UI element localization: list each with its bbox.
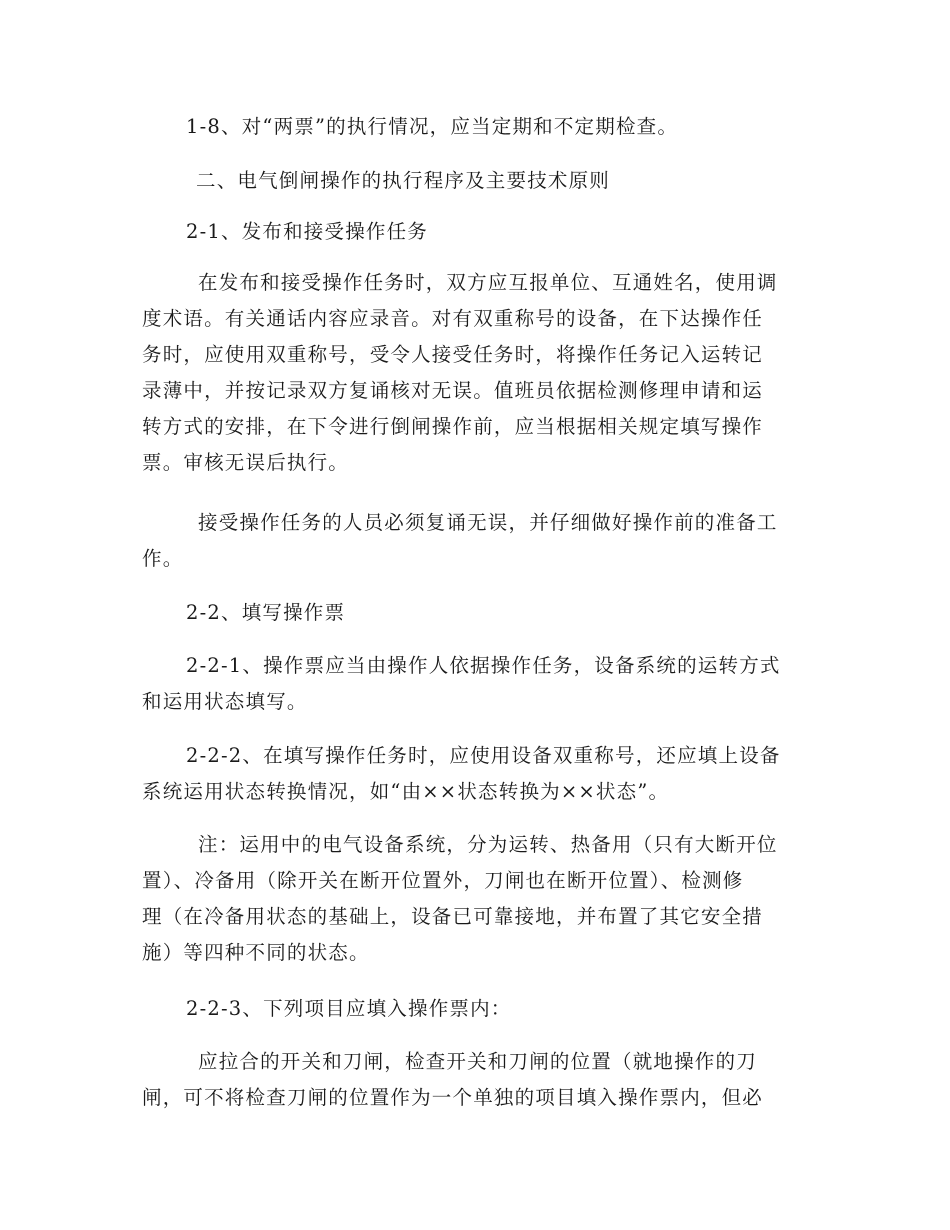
text-line: 转方式的安排，在下令进行倒闸操作前，应当根据相关规定填写操作 [142,415,764,438]
text-line: 在发布和接受操作任务时，双方应互报单位、互通姓名，使用调 [198,271,778,294]
text-line: 2-2-1、操作票应当由操作人依据操作任务，设备系统的运转方式 [186,654,781,677]
section-heading-2 [196,163,864,199]
text-line: 和运用状态填写。 [142,690,308,713]
text-line: 度术语。有关通话内容应录音。对有双重称号的设备，在下达操作任 [142,307,764,330]
text-line: 二、电气倒闸操作的执行程序及主要技术原则 [196,169,611,192]
paragraph-1-8 [186,109,854,145]
text-line: 系统运用状态转换情况，如“由××状态转换为××状态”。 [142,780,670,803]
paragraph-task-issue [142,265,810,481]
text-line: 置）、冷备用（除开关在断开位置外，刀闸也在断开位置）、检测修 [142,869,744,892]
subheading-2-2-3 [186,991,854,1027]
text-line: 务时，应使用双重称号，受令人接受任务时，将操作任务记入运转记 [142,343,764,366]
text-line: 注：运用中的电气设备系统，分为运转、热备用（只有大断开位 [198,833,778,856]
text-line: 理（在冷备用状态的基础上，设备已可靠接地，并布置了其它安全措 [142,905,764,928]
text-line: 作。 [142,547,184,570]
text-line: 2-2-2、在填写操作任务时，应使用设备双重称号，还应填上设备 [186,744,781,767]
paragraph-task-receive [142,505,810,577]
text-line: 2-1、发布和接受操作任务 [186,220,429,243]
text-line: 票。审核无误后执行。 [142,451,350,474]
text-line: 2-2、填写操作票 [186,601,346,624]
text-line: 录薄中，并按记录双方复诵核对无误。值班员依据检测修理申请和运 [142,379,764,402]
text-line: 接受操作任务的人员必须复诵无误，并仔细做好操作前的准备工 [198,511,778,534]
paragraph-items [142,1044,810,1116]
paragraph-2-2-2 [142,738,810,810]
text-line: 1-8、对“两票”的执行情况，应当定期和不定期检查。 [186,115,679,138]
text-line: 2-2-3、下列项目应填入操作票内： [186,997,512,1020]
text-line: 应拉合的开关和刀闸，检查开关和刀闸的位置（就地操作的刀 [198,1050,757,1073]
paragraph-2-2-1 [142,648,810,720]
text-line: 闸，可不将检查刀闸的位置作为一个单独的项目填入操作票内，但必 [142,1086,764,1109]
subheading-2-2 [186,595,854,631]
subheading-2-1 [186,214,854,250]
text-line: 施）等四种不同的状态。 [142,941,370,964]
paragraph-note [142,827,810,971]
